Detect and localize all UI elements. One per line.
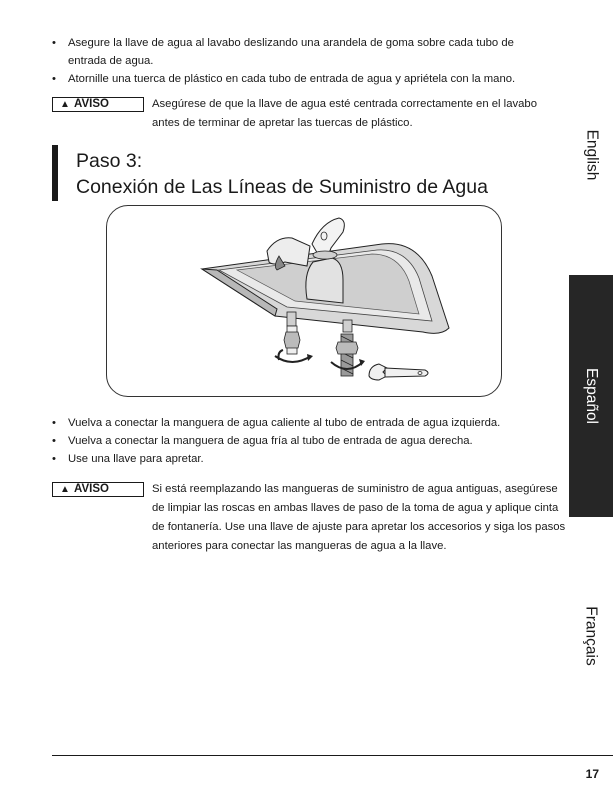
- list-item: • Atornille una tuerca de plástico en cada tubo de entrada de agua y apriétela con la mano.: [52, 70, 532, 88]
- warning-triangle-icon: ▲: [60, 99, 70, 110]
- tab-label: Français: [583, 606, 600, 666]
- step-number: Paso 3:: [76, 150, 143, 172]
- tab-english[interactable]: [569, 120, 613, 190]
- warning-triangle-icon: ▲: [60, 484, 70, 495]
- warning-label: AVISO: [74, 483, 109, 495]
- list-item: • Vuelva a conectar la manguera de agua fría al tubo de entrada de agua derecha.: [52, 432, 532, 450]
- step-bullet-list: [52, 414, 532, 468]
- warning-label: AVISO: [74, 98, 109, 110]
- warning-badge: [52, 97, 144, 112]
- footer-divider: [52, 755, 613, 756]
- step-heading: [76, 148, 516, 200]
- warning-text: Asegúrese de que la llave de agua esté centrada correctamente en el lavabo antes de terminar de apretar las tuercas de plástico.: [152, 98, 537, 129]
- step-heading-bar: [52, 145, 58, 201]
- step-title: Conexión de Las Líneas de Suministro de Agua: [76, 176, 488, 198]
- list-item: • Vuelva a conectar la manguera de agua caliente al tubo de entrada de agua izquierda.: [52, 414, 532, 432]
- intro-bullet-list: [52, 34, 532, 88]
- list-item: • Use una llave para apretar.: [52, 450, 532, 468]
- tab-francais[interactable]: [569, 594, 613, 678]
- tab-label: Español: [583, 367, 601, 425]
- warning-badge: [52, 482, 144, 497]
- faucet-installation-illustration: [106, 205, 502, 397]
- list-item: • Asegure la llave de agua al lavabo deslizando una arandela de goma sobre cada tubo de entrada de agua.: [52, 34, 532, 70]
- page-number: 17: [585, 767, 599, 781]
- warning-text: Si está reemplazando las mangueras de suministro de agua antiguas, asegúrese de limpiar las roscas en ambas llaves de paso de la toma de agua y aplique cinta de fontanería. Use una llave de ajuste para apretar los accesorios y siga los pasos anteriores para conectar las mangueras de agua a la llave.: [152, 483, 566, 552]
- tab-label: English: [583, 129, 600, 181]
- tab-espanol[interactable]: [569, 275, 613, 517]
